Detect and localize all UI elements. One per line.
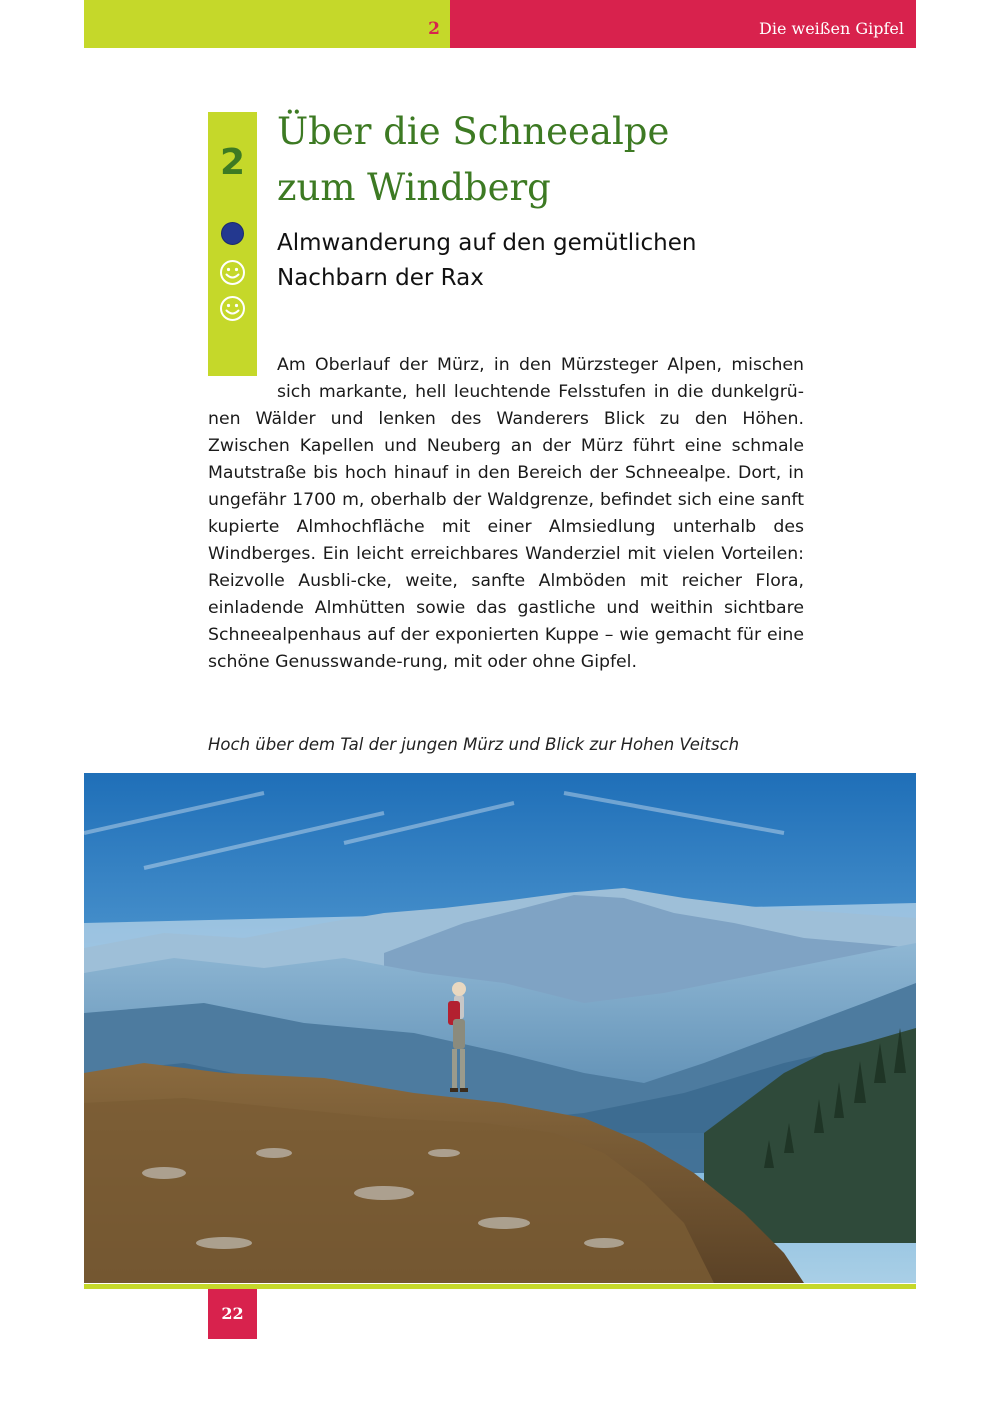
page-number: 22 (208, 1289, 257, 1339)
header-chapter-number: 2 (428, 19, 440, 39)
tour-number: 2 (219, 142, 246, 183)
header-chapter-title: Die weißen Gipfel (759, 19, 904, 38)
intro-paragraph (208, 352, 804, 676)
tour-sidebar (208, 112, 257, 376)
tour-subtitle-line-2: Nachbarn der Rax (277, 265, 484, 291)
tour-title-line-2: zum Windberg (277, 166, 551, 209)
tour-title-line-1: Über die Schneealpe (277, 110, 670, 153)
tour-title (277, 104, 837, 216)
photo-caption: Hoch über dem Tal der jungen Mürz und Blick zur Hohen Veitsch (208, 735, 740, 754)
header-pink-band (450, 0, 916, 48)
header-green-band (84, 0, 450, 48)
smiley-icon (219, 295, 246, 322)
mountain-landscape-image (84, 773, 916, 1283)
intro-line-1: Am Oberlauf der Mürz, in den Mürzsteger Alpen, mischen (277, 355, 804, 375)
blue-dot-icon (221, 222, 244, 245)
running-header (84, 0, 916, 48)
mountain-photo (84, 773, 916, 1283)
intro-line-2: sich markante, hell leuchtende Felsstufen in die dunkelgrü- (277, 382, 804, 402)
tour-subtitle-line-1: Almwanderung auf den gemütlichen (277, 230, 697, 256)
smiley-icon (219, 259, 246, 286)
intro-rest: nen Wälder und lenken des Wanderers Blick zu den Höhen. Zwischen Kapellen und Neuberg an der Mürz führt eine schmale Mautstraße bis hoch hinauf in den Bereich der Schneealpe. Dort, in ungefähr 1700 m, oberhalb der Waldgrenze, befindet sich eine sanft kupierte Almhochfläche mit einer Almsiedlung unterhalb des Windberges. Ein leicht erreichbares Wanderziel mit vielen Vorteilen: Reizvolle Ausbli-cke, weite, sanfte Almböden mit reicher Flora, einladende Almhütten sowie das gastliche und weithin sichtbare Schneealpenhaus auf der exponierten Kuppe – wie gemacht für eine schöne Genusswande-rung, mit oder ohne Gipfel. (208, 409, 804, 672)
tour-subtitle (277, 226, 837, 296)
